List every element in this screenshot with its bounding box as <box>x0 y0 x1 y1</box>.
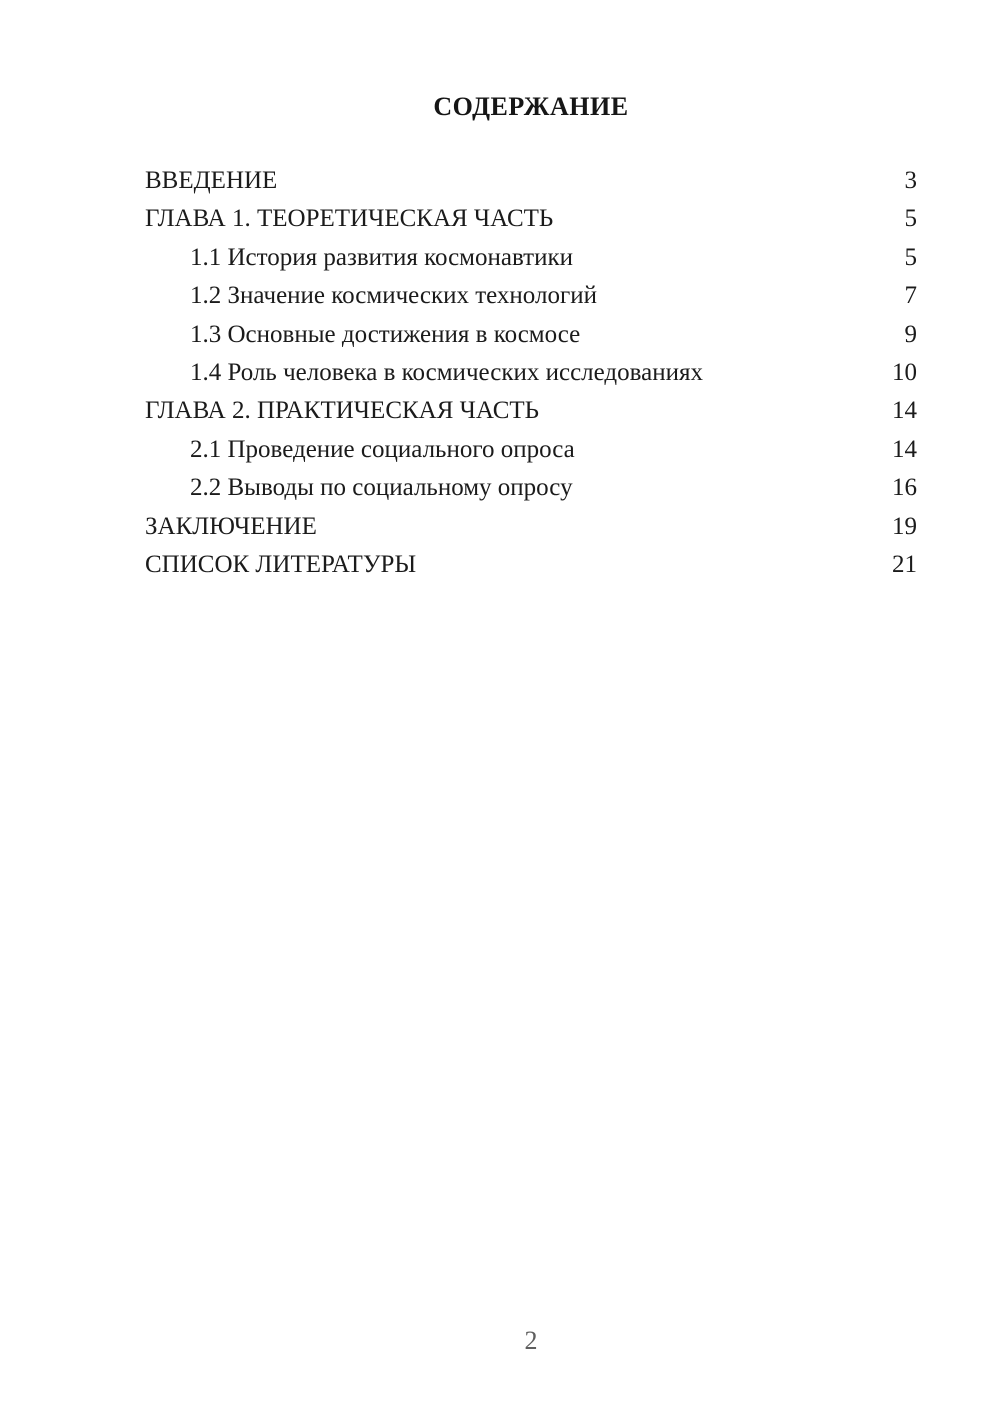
toc-entry-page: 9 <box>904 320 917 348</box>
toc-entry-label: 2.1 Проведение социального опроса <box>190 435 575 463</box>
toc-entry-page: 21 <box>892 551 917 579</box>
toc-entry-label: СПИСОК ЛИТЕРАТУРЫ <box>145 551 417 579</box>
toc-entry-page: 16 <box>892 474 917 502</box>
content-column <box>145 0 917 1414</box>
toc-entry-label: 1.2 Значение космических технологий <box>190 282 597 310</box>
toc-entry-page: 5 <box>904 243 917 271</box>
toc-entry <box>145 431 917 469</box>
toc-entry-label: 1.1 История развития космонавтики <box>190 243 573 271</box>
toc-entry <box>145 239 917 277</box>
toc-entry-page: 14 <box>892 435 917 463</box>
toc-entry-label: ЗАКЛЮЧЕНИЕ <box>145 512 317 540</box>
toc-entry <box>145 200 917 238</box>
toc-entry-page: 7 <box>904 282 917 310</box>
table-of-contents <box>145 162 917 584</box>
toc-entry <box>145 354 917 392</box>
toc-entry-page: 5 <box>904 205 917 233</box>
toc-entry-label: 1.4 Роль человека в космических исследованиях <box>190 359 703 387</box>
toc-entry-label: ГЛАВА 2. ПРАКТИЧЕСКАЯ ЧАСТЬ <box>145 397 540 425</box>
toc-entry <box>145 508 917 546</box>
toc-entry-label: ГЛАВА 1. ТЕОРЕТИЧЕСКАЯ ЧАСТЬ <box>145 205 554 233</box>
toc-entry <box>145 469 917 507</box>
page-number: 2 <box>524 1326 538 1355</box>
toc-entry <box>145 162 917 200</box>
toc-entry-page: 3 <box>904 167 917 194</box>
toc-entry-page: 10 <box>892 359 917 387</box>
toc-entry <box>145 277 917 315</box>
toc-entry <box>145 546 917 584</box>
page-title: СОДЕРЖАНИЕ <box>433 92 629 121</box>
toc-entry-label: ВВЕДЕНИЕ <box>145 167 278 194</box>
toc-entry <box>145 392 917 430</box>
toc-entry-page: 19 <box>892 512 917 540</box>
toc-entry <box>145 316 917 354</box>
toc-entry-page: 14 <box>892 397 917 425</box>
toc-entry-label: 2.2 Выводы по социальному опросу <box>190 474 573 502</box>
toc-entry-label: 1.3 Основные достижения в космосе <box>190 320 581 348</box>
